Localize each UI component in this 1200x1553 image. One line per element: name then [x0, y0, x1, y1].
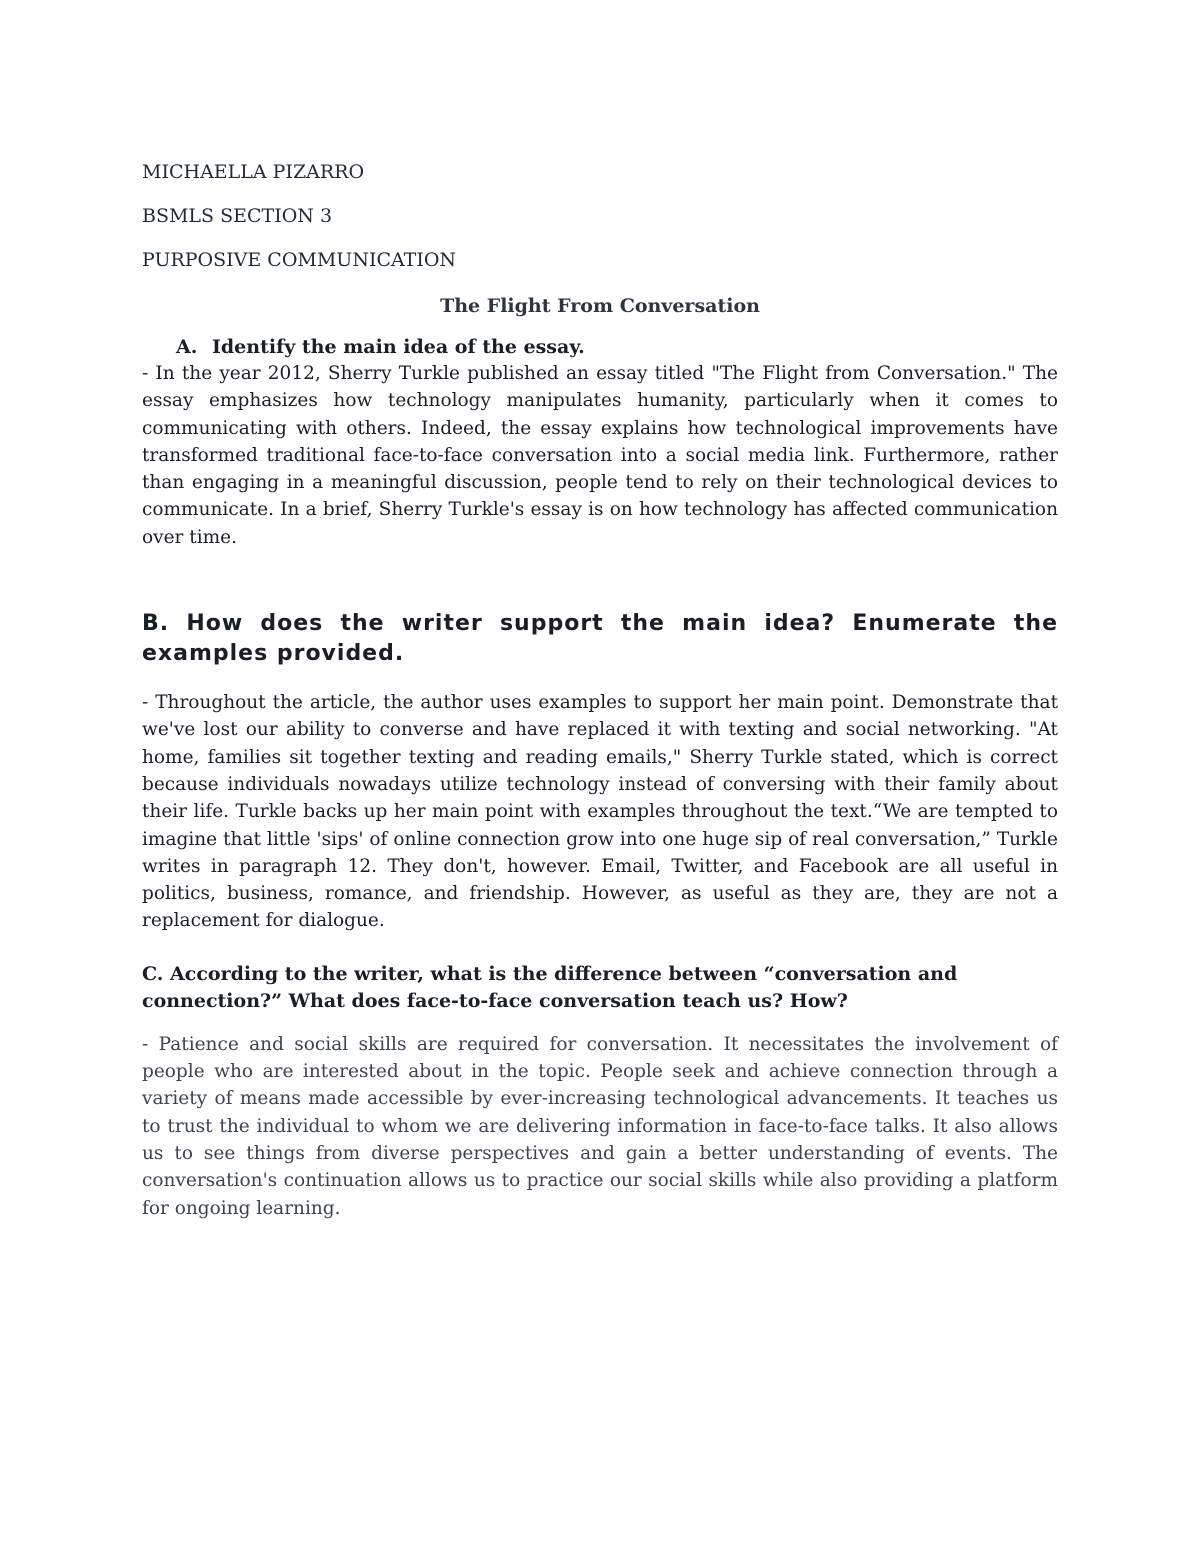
- question-c-heading: C. According to the writer, what is the difference between “conversation and connection?” What does face-to-face conversation teach us? How?: [142, 962, 958, 1012]
- course-name: PURPOSIVE COMMUNICATION: [142, 249, 457, 271]
- question-a-heading: [142, 334, 1058, 360]
- essay-title: The Flight From Conversation: [440, 295, 760, 317]
- student-section: BSMLS SECTION 3: [142, 205, 333, 227]
- answer-a: - In the year 2012, Sherry Turkle published an essay titled "The Flight from Conversation." The essay emphasizes how technology manipulates humanity, particularly when it comes to communicating with others. Indeed, the essay explains how technological improvements have transformed traditional face-to-face conversation into a social media link. Furthermore, rather than engaging in a meaningful discussion, people tend to rely on their technological devices to communicate. In a brief, Sherry Turkle's essay is on how technology has affected communication over time.: [142, 363, 1058, 548]
- question-a-text: Identify the main idea of the essay.: [212, 336, 585, 358]
- document-body: [142, 158, 1058, 1222]
- question-a-label: A.: [176, 336, 198, 358]
- student-name: MICHAELLA PIZARRO: [142, 161, 365, 183]
- answer-c: - Patience and social skills are required for conversation. It necessitates the involvement of people who are interested about in the topic. People seek and achieve connection through a variety of means made accessible by ever-increasing technological advancements. It teaches us to trust the individual to whom we are delivering information in face-to-face talks. It also allows us to see things from diverse perspectives and gain a better understanding of events. The conversation's continuation allows us to practice our social skills while also providing a platform for ongoing learning.: [142, 1033, 1058, 1219]
- question-b-heading: B. How does the writer support the main idea? Enumerate the examples provided.: [142, 611, 1058, 667]
- answer-b: - Throughout the article, the author uses examples to support her main point. Demonstrate that we've lost our ability to converse and have replaced it with texting and social networking. "At home, families sit together texting and reading emails," Sherry Turkle stated, which is correct because individuals nowadays utilize technology instead of conversing with their family about their life. Turkle backs up her main point with examples throughout the text.“We are tempted to imagine that little 'sips' of online connection grow into one huge sip of real conversation,” Turkle writes in paragraph 12. They don't, however. Email, Twitter, and Facebook are all useful in politics, business, romance, and friendship. However, as useful as they are, they are not a replacement for dialogue.: [142, 692, 1058, 932]
